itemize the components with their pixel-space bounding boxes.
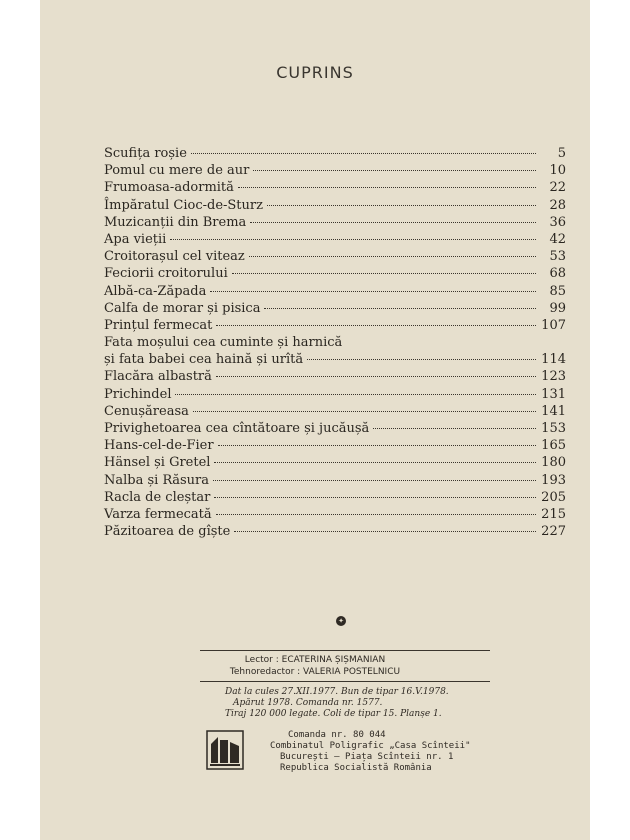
toc-entry-page: 36 bbox=[549, 214, 566, 230]
toc-entry bbox=[104, 386, 566, 403]
dot-leader bbox=[249, 256, 536, 257]
toc-entry-page: 99 bbox=[549, 300, 566, 316]
dot-leader bbox=[218, 445, 536, 446]
toc-entry bbox=[104, 403, 566, 420]
toc-entry-title: Privighetoarea cea cîntătoare și jucăușă bbox=[104, 421, 370, 436]
tehnoredactor-line: Tehnoredactor : VALERIA POSTELNICU bbox=[229, 667, 401, 677]
toc-entry-page: 165 bbox=[541, 438, 566, 454]
toc-entry-title: Fata moșului cea cuminte și harnică bbox=[104, 335, 343, 351]
dot-leader bbox=[175, 394, 536, 395]
toc-entry bbox=[104, 472, 566, 489]
toc-entry bbox=[104, 368, 566, 385]
toc-entry-title: Varza fermecată bbox=[104, 506, 212, 522]
toc-entry-title: Nalba și Răsura bbox=[104, 472, 209, 488]
toc-entry-page: 180 bbox=[541, 455, 566, 471]
dot-leader bbox=[238, 187, 536, 188]
toc-entry-title: Racla de cleștar bbox=[104, 489, 211, 505]
dot-leader bbox=[232, 273, 536, 274]
publication-line: Dat la cules 27.XII.1977. Bun de tipar 16.V.1978. bbox=[225, 687, 449, 697]
toc-entry bbox=[104, 145, 566, 162]
toc-entry-title: Croitorașul cel viteaz bbox=[104, 249, 245, 265]
toc-entry-title: Prințul fermecat bbox=[104, 317, 213, 333]
toc-entry bbox=[104, 214, 566, 231]
ornament-icon: ✦ bbox=[336, 616, 346, 626]
toc-entry-title: Flacăra albastră bbox=[104, 369, 212, 385]
dot-leader bbox=[267, 205, 536, 206]
lector-line: Lector : ECATERINA ȘIȘMANIAN bbox=[244, 655, 386, 665]
toc-entry-page: 107 bbox=[541, 317, 566, 333]
dot-leader bbox=[373, 428, 536, 429]
dot-leader bbox=[253, 170, 536, 171]
dot-leader bbox=[234, 531, 536, 532]
toc-entry-title: Feciorii croitorului bbox=[104, 266, 228, 282]
divider bbox=[200, 681, 490, 682]
toc-entry-page: 68 bbox=[549, 266, 566, 282]
toc-entry bbox=[104, 317, 566, 334]
toc-entry bbox=[104, 179, 566, 196]
toc-entry bbox=[104, 437, 566, 454]
toc-entry-title: Hans-cel-de-Fier bbox=[104, 438, 214, 454]
printer-line: București — Piața Scînteii nr. 1 bbox=[280, 752, 454, 762]
printer-info bbox=[270, 730, 510, 774]
toc-entry-page: 22 bbox=[549, 180, 566, 196]
publication-info bbox=[225, 687, 495, 720]
toc-entry-title: Împăratul Cioc-de-Sturz bbox=[104, 197, 263, 213]
toc-entry-title: Frumoasa-adormită bbox=[104, 180, 234, 196]
toc-entry-page: 141 bbox=[541, 403, 566, 419]
dot-leader bbox=[193, 411, 536, 412]
dot-leader bbox=[307, 359, 536, 360]
toc-entry bbox=[104, 489, 566, 506]
toc-entry-page: 123 bbox=[541, 369, 566, 385]
publication-line: Tiraj 120 000 legate. Coli de tipar 15. Planșe 1. bbox=[225, 709, 442, 719]
toc-entry-title: Păzitoarea de gîște bbox=[104, 524, 231, 540]
dot-leader bbox=[214, 462, 536, 463]
toc-entry bbox=[104, 351, 566, 368]
toc-entry-title: Cenușăreasa bbox=[104, 403, 189, 419]
dot-leader bbox=[216, 325, 536, 326]
toc-entry-title: și fata babei cea haină și urîtă bbox=[104, 352, 304, 368]
toc-entry bbox=[104, 231, 566, 248]
dot-leader bbox=[213, 480, 536, 481]
toc-entry-page: 114 bbox=[541, 352, 566, 368]
toc-entry bbox=[104, 283, 566, 300]
toc-entry-title: Apa vieții bbox=[104, 231, 167, 247]
toc-entry bbox=[104, 454, 566, 471]
printer-line: Combinatul Poligrafic „Casa Scînteii" bbox=[270, 741, 471, 751]
toc-entry-page: 227 bbox=[541, 524, 566, 540]
toc-entry-page: 193 bbox=[541, 472, 566, 488]
toc-entry-page: 28 bbox=[549, 197, 566, 213]
toc-entry-page: 131 bbox=[541, 386, 566, 402]
toc-entry bbox=[104, 506, 566, 523]
toc-entry-title: Hänsel și Gretel bbox=[104, 455, 211, 471]
toc-entry-title: Muzicanții din Brema bbox=[104, 214, 247, 230]
toc-entry-title: Scufița roșie bbox=[104, 146, 187, 161]
toc-entry-title: Albă-ca-Zăpada bbox=[104, 283, 207, 299]
toc-entry-page: 215 bbox=[541, 506, 566, 522]
toc-entry-page: 153 bbox=[541, 421, 566, 436]
book-page bbox=[40, 0, 590, 840]
toc-entry-page: 205 bbox=[541, 489, 566, 505]
toc-entry bbox=[104, 162, 566, 179]
dot-leader bbox=[191, 153, 536, 154]
dot-leader bbox=[170, 239, 536, 240]
dot-leader bbox=[216, 514, 536, 515]
toc-entry bbox=[104, 265, 566, 282]
toc-entry-page: 5 bbox=[557, 146, 566, 161]
divider bbox=[200, 650, 490, 651]
toc-entry-title: Prichindel bbox=[104, 386, 172, 402]
dot-leader bbox=[216, 376, 536, 377]
printer-line: Republica Socialistă România bbox=[280, 763, 432, 773]
toc-entry bbox=[104, 248, 566, 265]
toc-entry bbox=[104, 420, 566, 437]
dot-leader bbox=[214, 497, 536, 498]
toc-entry-page: 85 bbox=[549, 283, 566, 299]
credits bbox=[40, 654, 590, 678]
order-number: Comanda nr. 80 044 bbox=[288, 730, 386, 740]
toc-entry bbox=[104, 334, 566, 351]
toc-entry-page: 53 bbox=[549, 249, 566, 265]
toc-entry bbox=[104, 197, 566, 214]
dot-leader bbox=[264, 308, 536, 309]
dot-leader bbox=[210, 291, 536, 292]
table-of-contents bbox=[104, 145, 566, 540]
publication-line: Apărut 1978. Comanda nr. 1577. bbox=[233, 698, 383, 708]
dot-leader bbox=[250, 222, 536, 223]
toc-entry bbox=[104, 523, 566, 540]
toc-entry-title: Pomul cu mere de aur bbox=[104, 163, 250, 179]
toc-entry-page: 10 bbox=[549, 163, 566, 179]
toc-entry bbox=[104, 300, 566, 317]
toc-entry-title: Calfa de morar și pisica bbox=[104, 300, 261, 316]
printer-logo-icon bbox=[206, 730, 244, 770]
page-title: CUPRINS bbox=[276, 63, 354, 82]
toc-entry-page: 42 bbox=[549, 231, 566, 247]
